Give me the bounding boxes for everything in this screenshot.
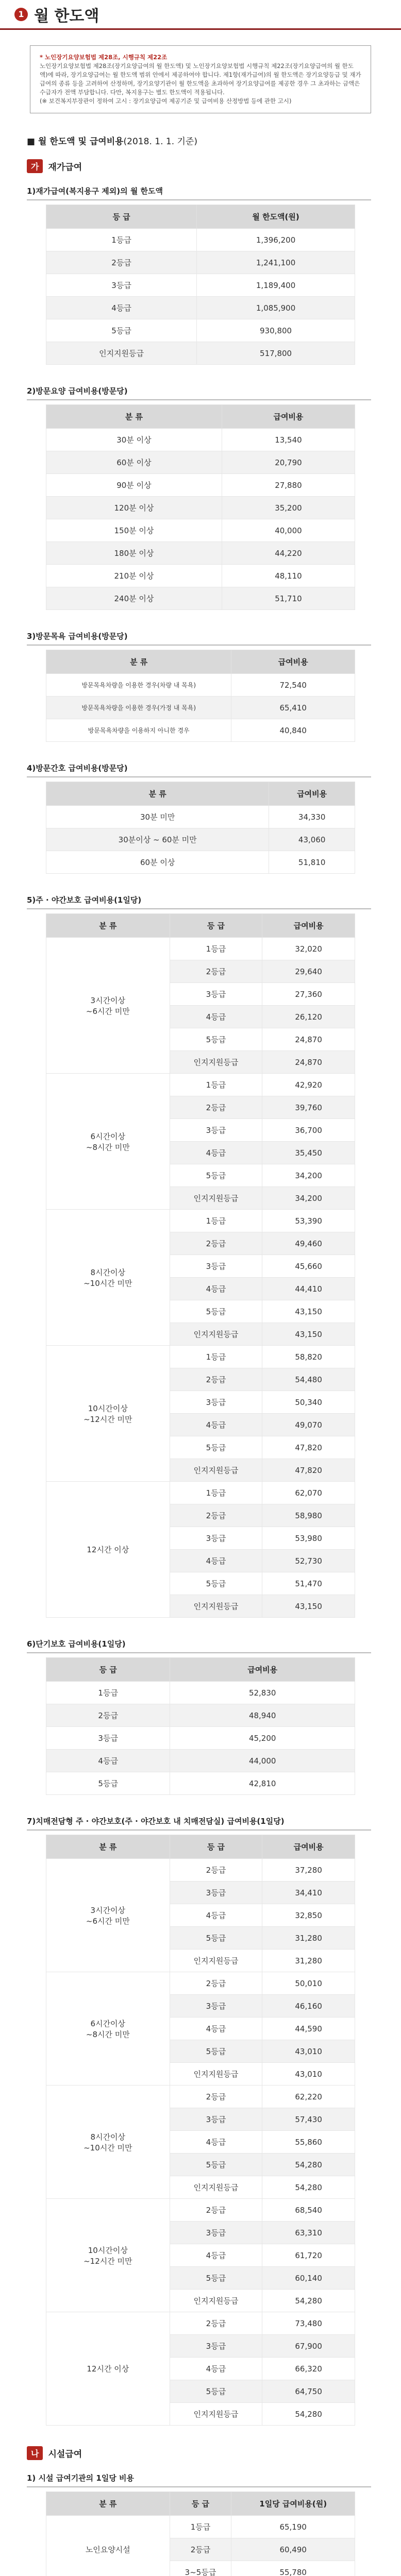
group-label	[46, 1210, 170, 1346]
table-cell: 5등급	[170, 2380, 262, 2403]
table-cell: 1등급	[170, 1210, 262, 1232]
table-cell: 60분 이상	[46, 851, 269, 874]
table-cell: 36,700	[262, 1119, 355, 1142]
table-cell: 27,360	[262, 983, 355, 1006]
table-cell: 930,800	[197, 319, 355, 342]
table-cell: 1등급	[170, 1482, 262, 1504]
table-cell: 1,396,200	[197, 229, 355, 251]
table-cell: 61,720	[262, 2244, 355, 2267]
page-title-text: 월 한도액	[34, 7, 99, 25]
table-cell: 43,150	[262, 1323, 355, 1346]
divider	[27, 2486, 371, 2487]
table-cell: 40,000	[222, 519, 355, 542]
t1-body	[46, 229, 355, 365]
table-cell: 60,490	[231, 2538, 355, 2561]
table-cell: 4등급	[170, 2131, 262, 2154]
table-cell: 66,320	[262, 2358, 355, 2380]
table-row	[46, 1859, 355, 1882]
table-cell: 43,150	[262, 1595, 355, 1618]
table-row	[46, 674, 355, 697]
t3-body	[46, 674, 355, 742]
table-cell: 49,460	[262, 1232, 355, 1255]
group-label-line2: ~8시간 미만	[86, 1142, 130, 1152]
table-cell: 5등급	[170, 1300, 262, 1323]
table-cell: 53,390	[262, 1210, 355, 1232]
table-cell: 65,190	[231, 2516, 355, 2538]
group-label-line1: 12시간 이상	[87, 1545, 129, 1554]
group-label	[46, 1346, 170, 1482]
table-cell: 3등급	[170, 1995, 262, 2018]
table-cell: 52,830	[170, 1682, 355, 1704]
legal-notice-box	[30, 45, 371, 113]
t2-body	[46, 429, 355, 610]
divider	[27, 908, 371, 909]
column-header: 분 류	[46, 405, 222, 429]
table-cell: 52,730	[262, 1550, 355, 1572]
table-cell: 4등급	[170, 1142, 262, 1164]
divider	[27, 399, 371, 400]
column-header: 등 급	[46, 205, 197, 229]
table-cell: 4등급	[170, 2018, 262, 2040]
table-cell: 인지지원등급	[170, 1323, 262, 1346]
column-header: 분 류	[46, 782, 269, 806]
table-cell: 3등급	[170, 1882, 262, 1904]
table-cell: 62,070	[262, 1482, 355, 1504]
table-cell: 5등급	[170, 2154, 262, 2176]
table-row	[46, 828, 355, 851]
table-cell: 32,020	[262, 938, 355, 960]
table-cell: 65,410	[231, 697, 355, 719]
table-row	[46, 1727, 355, 1750]
table-cell: 3등급	[46, 1727, 170, 1750]
table-cell: 53,980	[262, 1527, 355, 1550]
table-cell: 48,940	[170, 1704, 355, 1727]
table-cell: 44,000	[170, 1750, 355, 1772]
table-cell: 64,750	[262, 2380, 355, 2403]
table-row	[46, 274, 355, 297]
table-cell: 48,110	[222, 565, 355, 587]
section-facility-care	[27, 2446, 401, 2460]
table-cell: 51,710	[222, 587, 355, 610]
group-label-line1: 12시간 이상	[87, 2364, 129, 2374]
table-cell: 방문목욕차량을 이용한 경우(가정 내 목욕)	[46, 697, 231, 719]
divider	[27, 199, 371, 200]
table-dementia-day-night-care-cost	[46, 1835, 355, 2426]
column-header: 급여비용	[262, 1835, 355, 1859]
table-cell: 43,010	[262, 2063, 355, 2086]
table-cell: 4등급	[46, 1750, 170, 1772]
table-row	[46, 542, 355, 565]
t8-title: 1) 시설 급여기관의 1일당 비용	[27, 2473, 135, 2483]
main-heading-date: (2018. 1. 1. 기준)	[123, 137, 197, 147]
table-row	[46, 565, 355, 587]
table-cell: 2등급	[170, 1232, 262, 1255]
table-cell: 1등급	[46, 1682, 170, 1704]
section-title-facility-care: 시설급여	[48, 2449, 82, 2460]
table-cell: 3등급	[170, 2108, 262, 2131]
table-row	[46, 474, 355, 497]
group-label	[46, 2312, 170, 2426]
table-cell: 인지지원등급	[170, 1950, 262, 1972]
table-cell: 58,820	[262, 1346, 355, 1368]
group-label	[46, 1482, 170, 1618]
table-cell: 인지지원등급	[46, 342, 197, 365]
table-cell: 58,980	[262, 1504, 355, 1527]
divider	[27, 1652, 371, 1653]
table-cell: 60분 이상	[46, 451, 222, 474]
table-cell: 55,780	[231, 2561, 355, 2576]
group-label: 노인요양시설	[46, 2516, 170, 2576]
table-cell: 3등급	[170, 1527, 262, 1550]
table-cell: 2등급	[170, 1368, 262, 1391]
column-header: 등 급	[170, 2492, 231, 2516]
table-cell: 4등급	[170, 1904, 262, 1927]
table-facility-daily-cost	[46, 2492, 355, 2576]
table-cell: 인지지원등급	[170, 2290, 262, 2312]
column-header: 급여비용	[170, 1658, 355, 1682]
section-home-care	[27, 159, 401, 173]
t1-title: 1)재가급여(복지용구 제외)의 월 한도액	[27, 187, 163, 196]
table-cell: 4등급	[170, 1006, 262, 1028]
column-header: 분 류	[46, 650, 231, 674]
table-cell: 32,850	[262, 1904, 355, 1927]
table-cell: 35,450	[262, 1142, 355, 1164]
table-cell: 54,280	[262, 2290, 355, 2312]
table-cell: 26,120	[262, 1006, 355, 1028]
divider	[27, 645, 371, 646]
group-label-line2: ~6시간 미만	[86, 1916, 130, 1926]
column-header: 급여비용	[222, 405, 355, 429]
table-cell: 54,280	[262, 2403, 355, 2426]
table-cell: 인지지원등급	[170, 1595, 262, 1618]
table-row	[46, 2086, 355, 2108]
table-cell: 3등급	[170, 1391, 262, 1414]
group-label-line1: 3시간이상	[90, 995, 126, 1005]
table-cell: 3등급	[46, 274, 197, 297]
table-cell: 67,900	[262, 2335, 355, 2358]
table-row	[46, 2516, 355, 2538]
table-cell: 45,660	[262, 1255, 355, 1278]
t8-body	[46, 2516, 355, 2576]
table-row	[46, 719, 355, 742]
column-header: 등 급	[46, 1658, 170, 1682]
table-cell: 60,140	[262, 2267, 355, 2290]
table-short-term-care-cost	[46, 1657, 355, 1795]
table-row	[46, 1750, 355, 1772]
t6-body	[46, 1682, 355, 1795]
table-cell: 방문목욕차량을 이용하지 아니한 경우	[46, 719, 231, 742]
table-home-bath-cost	[46, 650, 355, 742]
table-cell: 180분 이상	[46, 542, 222, 565]
group-label	[46, 1972, 170, 2086]
table-cell: 51,810	[269, 851, 355, 874]
table-cell: 5등급	[170, 1572, 262, 1595]
table-cell: 73,480	[262, 2312, 355, 2335]
table-cell: 5등급	[170, 1436, 262, 1459]
table-cell: 인지지원등급	[170, 2063, 262, 2086]
table-cell: 2등급	[170, 1504, 262, 1527]
table-cell: 43,150	[262, 1300, 355, 1323]
table-cell: 3등급	[170, 2222, 262, 2244]
table-cell: 43,060	[269, 828, 355, 851]
table-row	[46, 342, 355, 365]
column-header: 분 류	[46, 914, 170, 938]
table-cell: 46,160	[262, 1995, 355, 2018]
table-cell: 29,640	[262, 960, 355, 983]
section-title-home-care: 재가급여	[48, 162, 82, 173]
table-cell: 인지지원등급	[170, 2176, 262, 2199]
table-cell: 31,280	[262, 1950, 355, 1972]
table-cell: 2등급	[46, 251, 197, 274]
table-cell: 54,280	[262, 2176, 355, 2199]
table-cell: 72,540	[231, 674, 355, 697]
table-cell: 24,870	[262, 1051, 355, 1074]
t5-title: 5)주 · 야간보호 급여비용(1일당)	[27, 895, 142, 905]
table-cell: 44,220	[222, 542, 355, 565]
table-cell: 5등급	[170, 1927, 262, 1950]
table-cell: 3등급	[170, 1255, 262, 1278]
table-row	[46, 851, 355, 874]
table-cell: 40,840	[231, 719, 355, 742]
table-cell: 62,220	[262, 2086, 355, 2108]
table-cell: 34,200	[262, 1187, 355, 1210]
table-cell: 5등급	[170, 2267, 262, 2290]
table-cell: 31,280	[262, 1927, 355, 1950]
table-cell: 517,800	[197, 342, 355, 365]
table-cell: 4등급	[170, 1550, 262, 1572]
table-cell: 55,860	[262, 2131, 355, 2154]
table-cell: 50,340	[262, 1391, 355, 1414]
table-cell: 47,820	[262, 1436, 355, 1459]
column-header: 분 류	[46, 1835, 170, 1859]
table-row	[46, 806, 355, 828]
table-cell: 2등급	[170, 1096, 262, 1119]
group-label-line1: 3시간이상	[90, 1905, 126, 1915]
table-cell: 13,540	[222, 429, 355, 451]
table-row	[46, 1482, 355, 1504]
table-cell: 1,085,900	[197, 297, 355, 319]
table-cell: 4등급	[170, 2244, 262, 2267]
table-cell: 1,241,100	[197, 251, 355, 274]
divider	[27, 776, 371, 777]
table-cell: 인지지원등급	[170, 1051, 262, 1074]
table-row	[46, 1972, 355, 1995]
table-cell: 1,189,400	[197, 274, 355, 297]
table-cell: 3~5등급	[170, 2561, 231, 2576]
table-cell: 30분 이상	[46, 429, 222, 451]
table-cell: 인지지원등급	[170, 1187, 262, 1210]
table-cell: 54,280	[262, 2154, 355, 2176]
table-cell: 1등급	[170, 2516, 231, 2538]
group-label-line2: ~6시간 미만	[86, 1006, 130, 1016]
table-row	[46, 229, 355, 251]
table-cell: 인지지원등급	[170, 2403, 262, 2426]
table-cell: 20,790	[222, 451, 355, 474]
group-label	[46, 1859, 170, 1972]
table-cell: 2등급	[46, 1704, 170, 1727]
table-cell: 63,310	[262, 2222, 355, 2244]
table-cell: 2등급	[170, 1859, 262, 1882]
table-cell: 30분 미만	[46, 806, 269, 828]
table-cell: 68,540	[262, 2199, 355, 2222]
table-row	[46, 1074, 355, 1096]
table-row	[46, 2312, 355, 2335]
group-label-line1: 10시간이상	[88, 2245, 128, 2255]
table-cell: 1등급	[170, 938, 262, 960]
t7-title: 7)치매전담형 주 · 야간보호(주 · 야간보호 내 치매전담실) 급여비용(1일당)	[27, 1817, 285, 1826]
table-cell: 57,430	[262, 2108, 355, 2131]
column-header: 등 급	[170, 914, 262, 938]
table-cell: 54,480	[262, 1368, 355, 1391]
group-label-line1: 8시간이상	[90, 2132, 126, 2142]
notice-law-reference: * 노인장기요양보험법 제28조, 시행규칙 제22조	[40, 54, 168, 61]
column-header: 급여비용	[269, 782, 355, 806]
group-label-line1: 10시간이상	[88, 1403, 128, 1413]
t5-body	[46, 938, 355, 1618]
table-row	[46, 587, 355, 610]
table-row	[46, 319, 355, 342]
table-cell: 35,200	[222, 497, 355, 519]
table-cell: 150분 이상	[46, 519, 222, 542]
main-heading-text: 월 한도액 및 급여비용	[38, 137, 124, 147]
table-cell: 34,200	[262, 1164, 355, 1187]
group-label	[46, 938, 170, 1074]
table-row	[46, 251, 355, 274]
divider	[27, 1829, 371, 1831]
group-label-line2: ~10시간 미만	[83, 2143, 132, 2153]
table-cell: 240분 이상	[46, 587, 222, 610]
table-cell: 34,410	[262, 1882, 355, 1904]
main-heading: ■ 월 한도액 및 급여비용(2018. 1. 1. 기준)	[27, 137, 197, 147]
group-label-line1: 6시간이상	[90, 1131, 126, 1141]
table-cell: 44,410	[262, 1278, 355, 1300]
table-cell: 1등급	[170, 1346, 262, 1368]
group-label-line2: ~12시간 미만	[83, 1414, 132, 1424]
group-label	[46, 2086, 170, 2199]
table-row	[46, 1210, 355, 1232]
table-cell: 45,200	[170, 1727, 355, 1750]
table-row	[46, 1772, 355, 1795]
table-row	[46, 451, 355, 474]
table-cell: 42,920	[262, 1074, 355, 1096]
table-row	[46, 1704, 355, 1727]
t6-title: 6)단기보호 급여비용(1일당)	[27, 1639, 126, 1649]
column-header: 분 류	[46, 2492, 170, 2516]
table-row	[46, 497, 355, 519]
column-header: 1일당 급여비용(원)	[231, 2492, 355, 2516]
table-cell: 42,810	[170, 1772, 355, 1795]
notice-footnote: (※ 보건복지부장관이 정하여 고시 : 장기요양급여 제공기준 및 급여비용 산정방법 등에 관한 고시)	[40, 97, 292, 105]
table-cell: 2등급	[170, 960, 262, 983]
table-cell: 4등급	[170, 1278, 262, 1300]
table-cell: 210분 이상	[46, 565, 222, 587]
table-home-nursing-cost	[46, 782, 355, 874]
table-cell: 1등급	[46, 229, 197, 251]
table-cell: 5등급	[170, 1164, 262, 1187]
table-cell: 5등급	[46, 1772, 170, 1795]
group-label	[46, 1074, 170, 1210]
table-cell: 5등급	[46, 319, 197, 342]
table-cell: 2등급	[170, 1972, 262, 1995]
table-cell: 4등급	[170, 1414, 262, 1436]
column-header: 급여비용	[262, 914, 355, 938]
t4-title: 4)방문간호 급여비용(방문당)	[27, 764, 128, 773]
t7-body	[46, 1859, 355, 2426]
group-label-line2: ~10시간 미만	[83, 1278, 132, 1288]
notice-body: 노인장기요양보험법 제28조(장기요양급여의 월 한도액) 및 노인장기요양보험법 시행규칙 제22조(장기요양급여의 월 한도액)에 따라, 장기요양급여는 월 한도액 범위 안에서 제공하여야 합니다. 제1항(재가급여)의 월 한도액은 장기요양등급 및 재가급여의 종류 등을 고려하여 산정하며, 장기요양기관이 월 한도액을 초과하여 장기요양급여를 제공한 경우 그 초과하는 금액은 수급자가 전액 부담합니다. 다만, 복지용구는 별도 한도액이 적용됩니다.	[40, 62, 361, 96]
table-cell: 44,590	[262, 2018, 355, 2040]
table-cell: 1등급	[170, 1074, 262, 1096]
table-cell: 5등급	[170, 1028, 262, 1051]
table-cell: 3등급	[170, 1119, 262, 1142]
table-cell: 49,070	[262, 1414, 355, 1436]
table-cell: 39,760	[262, 1096, 355, 1119]
column-header: 급여비용	[231, 650, 355, 674]
table-cell: 4등급	[46, 297, 197, 319]
table-day-night-care-cost	[46, 913, 355, 1618]
section-mark-ga: 가	[27, 159, 43, 173]
table-cell: 50,010	[262, 1972, 355, 1995]
table-row	[46, 697, 355, 719]
table-cell: 방문목욕차량을 이용한 경우(차량 내 목욕)	[46, 674, 231, 697]
table-cell: 2등급	[170, 2199, 262, 2222]
group-label-line2: ~8시간 미만	[86, 2029, 130, 2039]
table-cell: 27,880	[222, 474, 355, 497]
table-cell: 51,470	[262, 1572, 355, 1595]
table-row	[46, 2199, 355, 2222]
section-mark-na: 나	[27, 2446, 43, 2460]
group-label-line2: ~12시간 미만	[83, 2256, 132, 2266]
table-home-care-monthly-limit	[46, 205, 355, 365]
table-cell: 5등급	[170, 2040, 262, 2063]
table-cell: 34,330	[269, 806, 355, 828]
t2-title: 2)방문요양 급여비용(방문당)	[27, 386, 128, 396]
page-title	[0, 0, 401, 30]
t3-title: 3)방문목욕 급여비용(방문당)	[27, 632, 128, 641]
table-cell: 90분 이상	[46, 474, 222, 497]
title-number-badge: 1	[14, 8, 28, 21]
table-row	[46, 429, 355, 451]
table-cell: 3등급	[170, 2335, 262, 2358]
table-row	[46, 297, 355, 319]
column-header: 등 급	[170, 1835, 262, 1859]
table-row	[46, 1682, 355, 1704]
table-cell: 47,820	[262, 1459, 355, 1482]
t4-body	[46, 806, 355, 874]
table-row	[46, 1346, 355, 1368]
table-row	[46, 519, 355, 542]
column-header: 월 한도액(원)	[197, 205, 355, 229]
table-cell: 인지지원등급	[170, 1459, 262, 1482]
table-cell: 30분이상 ~ 60분 미만	[46, 828, 269, 851]
table-cell: 120분 이상	[46, 497, 222, 519]
table-cell: 4등급	[170, 2358, 262, 2380]
group-label-line1: 6시간이상	[90, 2019, 126, 2028]
group-label	[46, 2199, 170, 2312]
table-cell: 37,280	[262, 1859, 355, 1882]
table-cell: 2등급	[170, 2086, 262, 2108]
table-cell: 2등급	[170, 2312, 262, 2335]
table-cell: 2등급	[170, 2538, 231, 2561]
table-cell: 3등급	[170, 983, 262, 1006]
table-home-visit-care-cost	[46, 404, 355, 610]
table-row	[46, 938, 355, 960]
group-label-line1: 8시간이상	[90, 1267, 126, 1277]
table-cell: 43,010	[262, 2040, 355, 2063]
table-cell: 24,870	[262, 1028, 355, 1051]
